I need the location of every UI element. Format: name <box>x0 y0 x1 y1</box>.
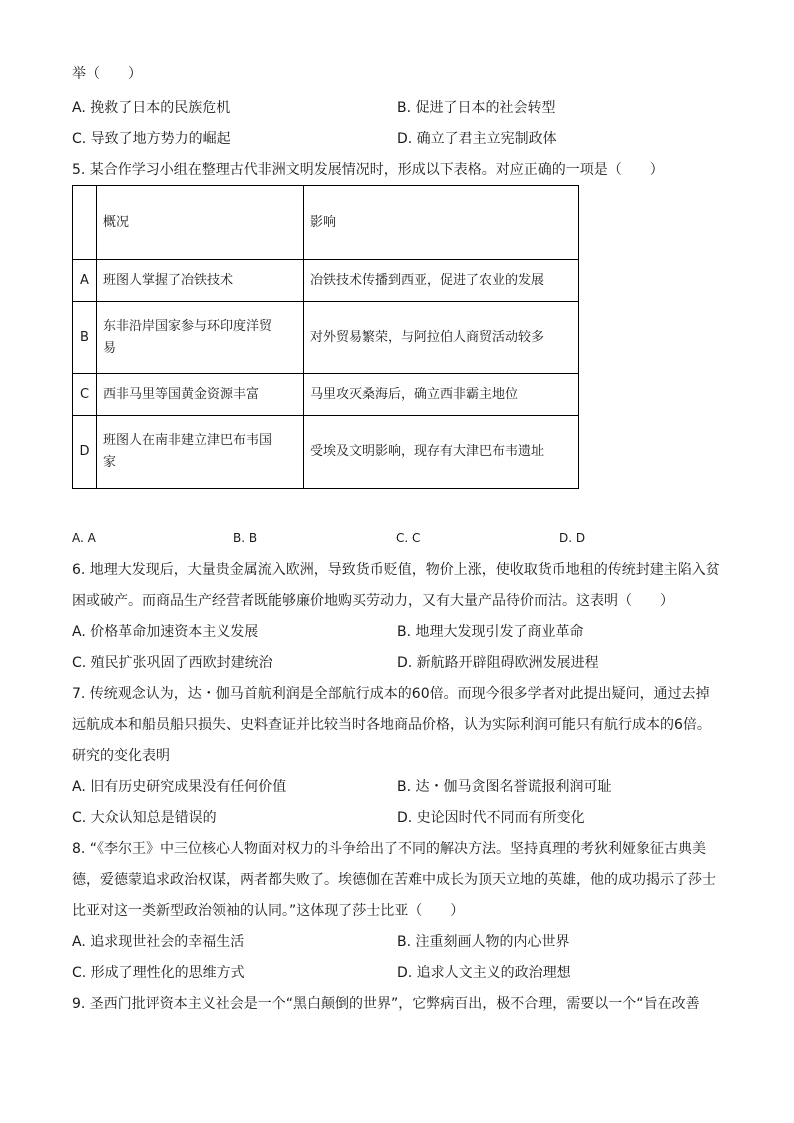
q8-stem-line: 8. “《李尔王》中三位核心人物面对权力的斗争给出了不同的解决方法。坚持真理的考狄利娅象征古典美 <box>72 841 707 857</box>
row-impact: 马里攻灭桑海后，确立西非霸主地位 <box>304 374 579 416</box>
q6-option-c: C. 殖民扩张巩固了西欧封建统治 <box>72 655 273 671</box>
q8-stem-line: 德，爱德蒙追求政治权谋，两者都失败了。埃德伽在苦难中成长为顶天立地的英雄，他的成功揭示了莎士 <box>72 872 716 888</box>
q5-option-a: A. A <box>72 531 96 545</box>
row-overview-line: 班图人掌握了冶铁技术 <box>103 272 234 288</box>
row-letter: A <box>73 260 97 302</box>
q5-table <box>72 185 579 489</box>
row-overview <box>97 374 304 416</box>
table-header-blank <box>73 186 97 260</box>
q7-option-b: B. 达・伽马贪图名誉谎报利润可耻 <box>397 779 612 795</box>
q6-option-d: D. 新航路开辟阻碍欧洲发展进程 <box>397 655 599 671</box>
q7-stem-line: 研究的变化表明 <box>72 748 170 764</box>
row-letter: D <box>73 416 97 489</box>
table-row <box>73 260 579 302</box>
q4-option-d: D. 确立了君主立宪制政体 <box>397 131 557 147</box>
q7-stem-line: 远航成本和船员船只损失、史料查证并比较当时各地商品价格，认为实际利润可能只有航行成本的6倍。 <box>72 717 711 733</box>
q4-option-b: B. 促进了日本的社会转型 <box>397 100 556 116</box>
q7-option-a: A. 旧有历史研究成果没有任何价值 <box>72 779 287 795</box>
q7-option-c: C. 大众认知总是错误的 <box>72 810 217 826</box>
q8-option-b: B. 注重刻画人物的内心世界 <box>397 934 570 950</box>
q6-option-a: A. 价格革命加速资本主义发展 <box>72 624 259 640</box>
q5-option-b: B. B <box>233 531 258 545</box>
row-letter: B <box>73 302 97 374</box>
q6-stem-line: 困或破产。而商品生产经营者既能够廉价地购买劳动力，又有大量产品待价而沽。这表明（ ） <box>72 593 674 609</box>
q7-stem-line: 7. 传统观念认为，达・伽马首航利润是全部航行成本的60倍。而现今很多学者对此提出疑问，通过去掉 <box>72 686 710 702</box>
q8-option-a: A. 追求现世社会的幸福生活 <box>72 934 245 950</box>
row-overview-line: 东非沿岸国家参与环印度洋贸 <box>103 318 273 334</box>
row-impact: 冶铁技术传播到西亚，促进了农业的发展 <box>304 260 579 302</box>
q9-stem-line: 9. 圣西门批评资本主义社会是一个“黑白颠倒的世界”，它弊病百出，极不合理，需要以一个“旨在改善 <box>72 996 700 1012</box>
q8-option-c: C. 形成了理性化的思维方式 <box>72 965 245 981</box>
row-overview <box>97 260 304 302</box>
row-letter: C <box>73 374 97 416</box>
q4-option-c: C. 导致了地方势力的崛起 <box>72 131 231 147</box>
table-row <box>73 374 579 416</box>
q5-stem: 5. 某合作学习小组在整理古代非洲文明发展情况时，形成以下表格。对应正确的一项是（ ） <box>72 162 664 178</box>
row-overview-line: 班图人在南非建立津巴布韦国 <box>103 433 273 448</box>
row-impact: 受埃及文明影响，现存有大津巴布韦遗址 <box>304 416 579 489</box>
row-overview-line: 西非马里等国黄金资源丰富 <box>103 386 260 402</box>
table-header-overview: 概况 <box>97 186 304 260</box>
q7-option-d: D. 史论因时代不同而有所变化 <box>397 810 585 826</box>
table-row <box>73 416 579 489</box>
row-overview <box>97 416 304 489</box>
q4-option-a: A. 挽救了日本的民族危机 <box>72 100 231 116</box>
q4-stem-tail: 举（ ） <box>72 66 142 82</box>
row-impact: 对外贸易繁荣，与阿拉伯人商贸活动较多 <box>304 302 579 374</box>
q8-option-d: D. 追求人文主义的政治理想 <box>397 965 571 981</box>
q6-option-b: B. 地理大发现引发了商业革命 <box>397 624 584 640</box>
table-header-impact: 影响 <box>304 186 579 260</box>
row-overview <box>97 302 304 374</box>
q6-stem-line: 6. 地理大发现后，大量贵金属流入欧洲，导致货币贬值，物价上涨，使收取货币地租的传统封建主陷入贫 <box>72 562 720 578</box>
row-overview-line: 易 <box>103 340 117 356</box>
q5-option-c: C. C <box>396 531 421 545</box>
table-header-row <box>73 186 579 260</box>
q8-stem-line: 比亚对这一类新型政治领袖的认同。”这体现了莎士比亚（ ） <box>72 903 465 919</box>
table-row <box>73 302 579 374</box>
q5-option-d: D. D <box>559 531 586 545</box>
row-overview-line: 家 <box>103 455 117 470</box>
